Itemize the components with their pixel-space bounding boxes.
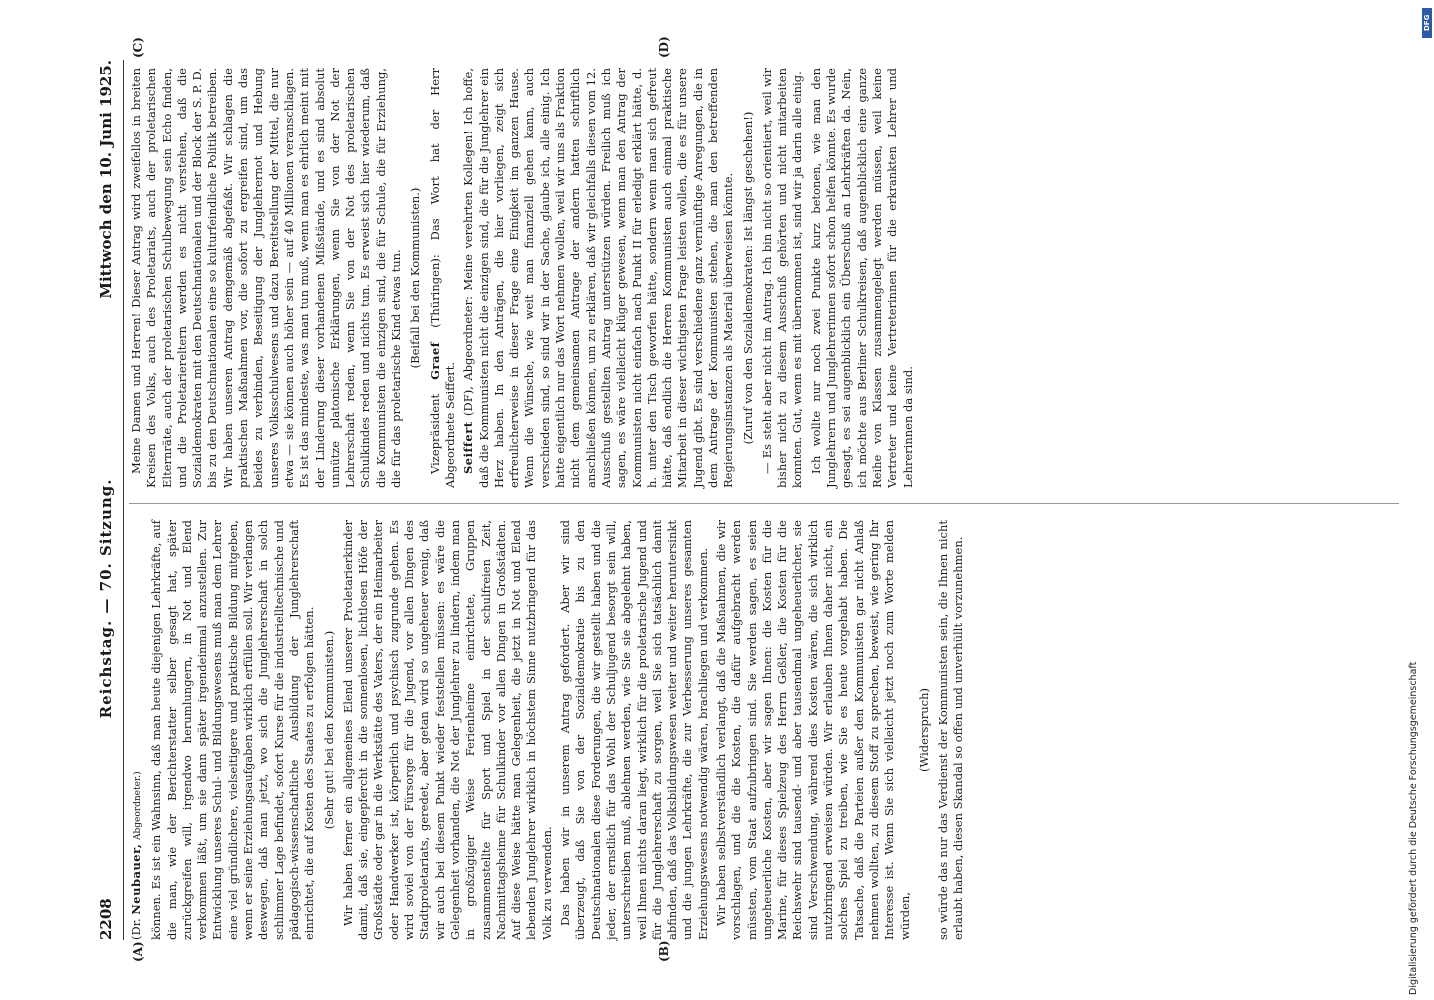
paragraph: können. Es ist ein Wahnsinn, daß man heute diejenigen Lehrkräfte, auf die man, wie der Berichterstatter selber gesagt hat, später zurückgreifen will, irgendwo herumlungern, in Not und Elend verkommen läßt, um sie dann später irgendeinmal anzustellen. Zur Entwicklung unseres Schul- und Bildungswesens muß man dem Lehrer eine viel gründlichere, vielseitigere und praktische Bildung mitgeben, wenn er seine Erziehungsaufgaben wirklich erfüllen soll. Wir verlangen deswegen, daß man jetzt, wo sich die Junglehrerschaft in solch schlimmer Lage befindet, sofort Kurse für die industrielltechnische und pädagogisch-wissenschaftliche Ausbildung der Junglehrerschaft einrichtet, die auf Kosten des Staates zu erfolgen hätten. xyxy=(149,520,317,940)
speaker-prefix: (Dr. xyxy=(129,918,143,940)
paragraph: Wir haben ferner ein allgemeines Elend unserer Proletarierkinder damit, daß sie, eingepfercht in die sonnenlosen, lichtlosen Höfe der Großstädte oder gar in die Werkstätte des Vaters, der ein Heimarbeiter oder Handwerker ist, körperlich und psychisch zugrunde gehen. Es wird soviel von der Fürsorge für die Jugend, vor allen Dingen des Stadtproletariats, geredet, aber getan wird so ungeheuer wenig, daß wir auch bei diesem Punkt wieder feststellen müssen: es wäre die Gelegenheit vorhanden, die Not der Junglehrer zu lindern, indem man in großzügiger Weise Ferienheime einrichtete, Gruppen zusammenstellte für Sport und Spiel in der schulfreien Zeit, Nachmittagsheime für Schulkinder vor allen Dingen in Großstädten. Auf diese Weise hätte man Gelegenheit, die jetzt in Not und Elend lebenden Junglehrer wirklich in höchstem Sinne nutzbringend für das Volk zu verwenden. xyxy=(340,520,554,940)
paragraph: Meine Damen und Herren! Dieser Antrag wird zweifellos in breiten Kreisen des Volks, auch des Proletariats, auch der proletarischen Elternräte, auch der proletarischen Schulbewegung sein Echo finden, und die Proletariereltern werden es nicht verstehen, daß die Sozialdemokraten mit den Deutschnationalen und der Block der S. P. D. bis zu den Deutschnationalen eine so kulturfeindliche Politik betreiben. Wir haben unseren Antrag demgemäß abgefaßt. Wir schlagen die praktischen Maßnahmen vor, die sofort zu ergreifen sind, um das beides zu verbinden, Beseitigung der Junglehrernot und Hebung unseres Volksschulwesens und dazu Bereitstellung der Mittel, die nur etwa — sie können auch höher sein — auf 40 Millionen veranschlagen. Es ist das mindeste, was man tun muß, wenn man es ehrlich meint mit der Linderung dieser vorhandenen Mißstände, und es sind absolut unnütze platonische Erklärungen, wenn Sie von der Not der Lehrerschaft reden, wenn Sie von der Not des proletarischen Schulkindes reden und nichts tun. Es erweist sich hier wiederum, daß die Kommunisten die einzigen sind, die für Schule, die für Erziehung, die für das proletarische Kind etwas tun. xyxy=(129,68,404,488)
margin-mark-a: (A) xyxy=(131,941,145,962)
vp-name: Graef xyxy=(427,341,442,380)
dfg-credit: Digitalisierung gefördert durch die Deutsche Forschungsgemeinschaft xyxy=(1408,661,1419,995)
speaker-name: Seiffert xyxy=(461,421,476,474)
paragraph: Wir haben selbstverständlich verlangt, daß die Maßnahmen, die wir vorschlagen, und die die Kosten, die dafür aufgebracht werden müssten, vom Staat aufzubringen sind. Sie werden sagen, es seien ungeheuerliche Kosten, aber wir sagen Ihnen: die Kosten für die Marine, für dieses Spielzeug des Herrn Geßler, die Kosten für die Reichswehr sind tausend- und aber tausendmal ungeheuerlicher, sie sind Verschwendung, während dies Kosten wären, die sich wirklich nutzbringend erweisen würden. Wir erlauben Ihnen daher nicht, ein solches Spiel zu treiben, wie Sie es heute vorgehabt haben. Die Tatsache, daß die Parteien außer den Kommunisten gar nicht Anlaß nehmen wollten, zu diesem Stoff zu sprechen, beweist, wie gering Ihr Interesse ist. Wenn Sie sich vielleicht jetzt noch zum Worte melden würden, xyxy=(713,520,912,940)
speaker-role: Abgeordneter.) xyxy=(133,771,143,840)
speaker-text: (DF), Abgeordneter: Meine verehrten Kollegen! Ich hoffe, daß die Kommunisten nicht die einzigen sind, die für die Junglehrer ein Herz haben. In den Anträgen, die hier vorliegen, zeigt sich erfreulicherweise in dieser Frage eine Einigkeit im ganzen Hause. Wenn die Wünsche, wie weit man finanziell gehen kann, auch verschieden sind, so sind wir in der Sache, glaube ich, alle einig. Ich hatte eigentlich nur das Wort nehmen wollen, weil wir uns als Fraktion nicht dem gemeinsamen Antrage der andern hatten schriftlich anschließen können, um zu erklären, daß wir gleichfalls diesen vom 12. Ausschuß gestellten Antrag unterstützen würden. Freilich muß ich sagen, es wäre vielleicht klüger gewesen, wenn man den Antrag der Kommunisten nicht einfach nach Punkt II für erledigt erklärt hätte, d. h. unter den Tisch geworfen hätte, sondern wenn man sich gefreut hätte, daß endlich die Herren Kommunisten auch einmal praktische Mitarbeit in dieser wichtigsten Frage leisten wollen, die es für unsere Jugend gibt. Es sind verschiedene ganz vernünftige Anregungen, die in dem Antrage der Kommunisten stehen, die man den betreffenden Regierungsinstanzen als Material überweisen könnte. xyxy=(461,68,736,488)
right-column xyxy=(129,68,919,488)
interjection: (Zuruf von den Sozialdemokraten: Ist längst geschehen!) xyxy=(740,111,755,445)
paragraph: Das haben wir in unserem Antrag gefordert. Aber wir sind überzeugt, daß Sie von der Sozialdemokratie bis zu den Deutschnationalen diese Forderungen, die wir gestellt haben und die jeder, der ernstlich für das Wohl der Schuljugend besorgt sein will, unterschreiben muß, ablehnen werden, wie Sie sie abgelehnt haben, weil Ihnen nichts daran liegt, wirklich für die proletarische Jugend und für die Junglehrerschaft zu sorgen, weil Sie sich tatsächlich damit abfinden, daß das Volksbildungswesen weiter und weiter heruntersinkt und die jungen Lehrkräfte, die zur Verbesserung unseres gesamten Erziehungswesens notwendig wären, brachliegen und verkommen. xyxy=(558,520,710,940)
paragraph: — Es steht aber nicht im Antrag. Ich bin nicht so orientiert, weil wir bisher nicht zu diesem Ausschuß gehörten und nicht mitarbeiten konnten. Gut, wenn es mit übernommen ist, sind wir ja darin alle einig. xyxy=(759,68,805,488)
page-date: Mittwoch den 10. Juni 1925. xyxy=(97,60,115,299)
margin-mark-d: (D) xyxy=(657,36,671,58)
column-divider xyxy=(129,503,1399,504)
margin-mark-b: (B) xyxy=(657,940,671,962)
speaker-paragraph xyxy=(461,68,736,488)
vp-prefix: Vizepräsident xyxy=(427,393,442,474)
interjection: (Widerspruch) xyxy=(916,688,931,772)
vp-text: (Thüringen): Das Wort hat der Herr Abgeordnete Seiffert. xyxy=(427,67,457,488)
page-number: 2208 xyxy=(97,898,115,940)
speaker-continuation xyxy=(129,520,146,940)
left-column xyxy=(129,520,970,940)
paragraph: Ich wollte nur noch zwei Punkte kurz betonen, wie man den Junglehrern und Junglehrerinnen sofort schon helfen könnte. Es wurde gesagt, es sei augenblicklich ein Überschuß an Lehrkräften da. Nein, ich möchte aus Berliner Schulkreisen, daß augenblicklich eine ganze Reihe von Klassen zusammengelegt werden müssen, weil keine Vertreter und keine Vertreterinnen für die erkrankten Lehrer und Lehrerinnen da sind. xyxy=(808,68,915,488)
margin-mark-c: (C) xyxy=(131,37,145,58)
rotated-page xyxy=(97,36,1417,962)
vice-president-line xyxy=(428,68,459,488)
paragraph: so würde das nur das Verdienst der Kommunisten sein, die Ihnen nicht erlaubt haben, diesen Skandal so offen und unverhüllt vorzunehmen. xyxy=(936,520,966,940)
page-header xyxy=(97,60,124,940)
interjection: (Sehr gut! bei den Kommunisten.) xyxy=(321,630,336,830)
page-title: Reichstag. — 70. Sitzung. xyxy=(97,478,115,719)
interjection: (Beifall bei den Kommunisten.) xyxy=(408,187,423,369)
speaker-name: Neubauer, xyxy=(129,843,143,915)
dfg-logo-icon: DFG xyxy=(1422,8,1432,38)
